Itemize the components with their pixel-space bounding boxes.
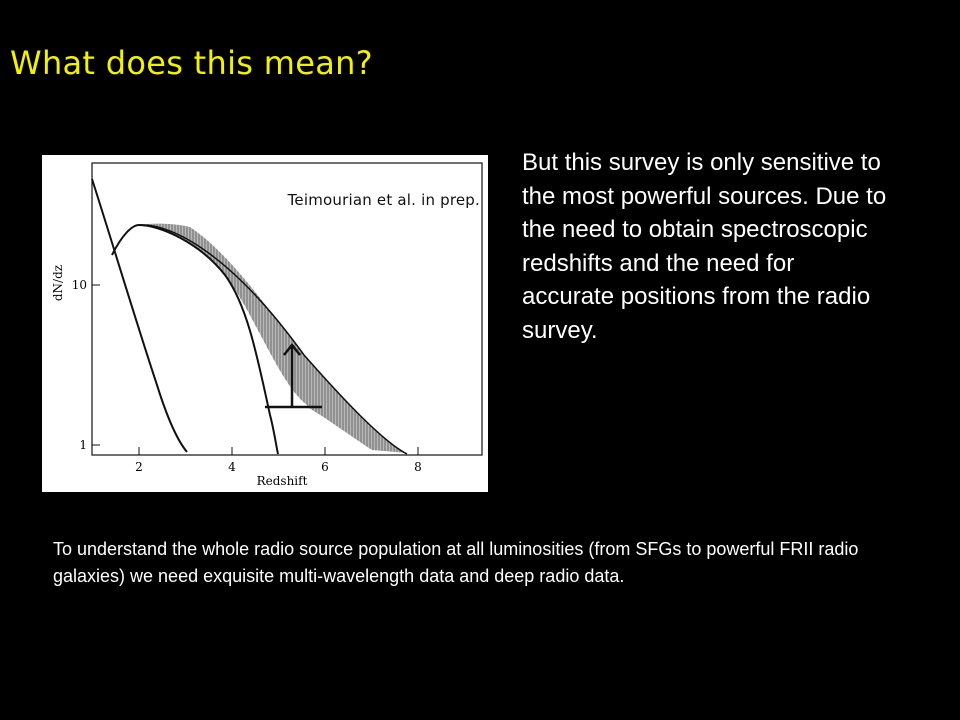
x-axis-label: Redshift [256, 474, 308, 488]
x-tick-label-6: 6 [321, 460, 329, 474]
x-tick-label-8: 8 [414, 460, 422, 474]
bottom-text: To understand the whole radio source population at all luminosities (from SFGs to powerful FRII radio galaxies) we need exquisite multi-wavelength data and deep radio data. [53, 539, 859, 586]
x-tick-label-2: 2 [135, 460, 143, 474]
figure-credit: Teimourian et al. in prep. [287, 191, 480, 209]
y-tick-label-10: 10 [71, 278, 87, 292]
series-2-line [112, 225, 278, 454]
shaded-region [139, 224, 407, 453]
side-text: But this survey is only sensitive to the most powerful sources. Due to the need to obtain spectroscopic redshifts and the need for accurate positions from the radio survey. [522, 149, 887, 344]
slide-title: What does this mean? [10, 44, 373, 82]
series-1-line [92, 179, 187, 452]
x-tick-label-4: 4 [228, 460, 236, 474]
y-tick-label-1: 1 [79, 438, 87, 452]
y-axis-label: dN/dz [51, 264, 65, 302]
redshift-figure [42, 155, 488, 492]
